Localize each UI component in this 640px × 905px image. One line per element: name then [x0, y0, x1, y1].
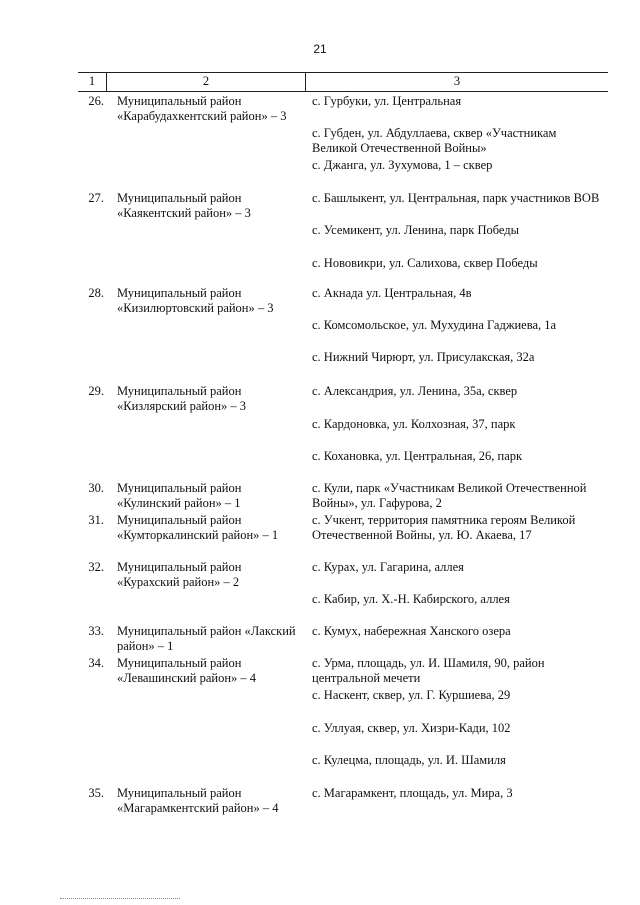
- place-entry: с. Кулецма, площадь, ул. И. Шамиля: [312, 753, 506, 767]
- place-entry: с. Магарамкент, площадь, ул. Мира, 3: [312, 786, 513, 800]
- district-name: Муниципальный район «Кулинский район» – 1: [117, 481, 242, 510]
- place-entry: с. Уллуая, сквер, ул. Хизри-Кади, 102: [312, 721, 511, 735]
- place-entry: с. Кули, парк «Участникам Великой Отечественной Войны», ул. Гафурова, 2: [312, 481, 587, 510]
- place-entry: с. Наскент, сквер, ул. Г. Куршиева, 29: [312, 688, 511, 702]
- place-entry: с. Губден, ул. Абдуллаева, сквер «Участникам Великой Отечественной Войны»: [312, 126, 557, 155]
- place-entry: с. Гурбуки, ул. Центральная: [312, 94, 462, 108]
- row-number: 29.: [88, 384, 104, 398]
- district-name: Муниципальный район «Курахский район» – 2: [117, 560, 242, 589]
- district-name: Муниципальный район «Карабудахкентский район» – 3: [117, 94, 287, 123]
- place-entry: с. Акнада ул. Центральная, 4в: [312, 286, 472, 300]
- district-name: Муниципальный район «Левашинский район» – 4: [117, 656, 257, 685]
- place-entry: с. Курах, ул. Гагарина, аллея: [312, 560, 464, 574]
- district-name: Муниципальный район «Магарамкентский район» – 4: [117, 786, 279, 815]
- row-number: 27.: [88, 191, 104, 205]
- row-number: 31.: [88, 513, 104, 527]
- place-entry: с. Кардоновка, ул. Колхозная, 37, парк: [312, 417, 516, 431]
- district-name: Муниципальный район «Каякентский район» – 3: [117, 191, 251, 220]
- page-number: 21: [313, 42, 327, 56]
- row-number: 26.: [88, 94, 104, 108]
- district-name: Муниципальный район «Лакский район» – 1: [117, 624, 296, 653]
- row-number: 30.: [88, 481, 104, 495]
- place-entry: с. Усемикент, ул. Ленина, парк Победы: [312, 223, 520, 237]
- scan-artifact: [60, 898, 180, 901]
- place-entry: с. Александрия, ул. Ленина, 35а, сквер: [312, 384, 518, 398]
- place-entry: с. Кумух, набережная Ханского озера: [312, 624, 511, 638]
- header-col-3: 3: [453, 74, 461, 88]
- district-name: Муниципальный район «Кизлярский район» – 3: [117, 384, 247, 413]
- place-entry: с. Учкент, территория памятника героям Великой Отечественной Войны, ул. Ю. Акаева, 17: [312, 513, 576, 542]
- place-entry: с. Башлыкент, ул. Центральная, парк участников ВОВ: [312, 191, 600, 205]
- place-entry: с. Урма, площадь, ул. И. Шамиля, 90, район центральной мечети: [312, 656, 545, 685]
- table-header: [78, 72, 608, 92]
- place-entry: с. Нововикри, ул. Салихова, сквер Победы: [312, 256, 538, 270]
- header-col-2: 2: [202, 74, 210, 88]
- district-name: Муниципальный район «Кумторкалинский район» – 1: [117, 513, 279, 542]
- place-entry: с. Кабир, ул. Х.-Н. Кабирского, аллея: [312, 592, 510, 606]
- row-number: 34.: [88, 656, 104, 670]
- district-name: Муниципальный район «Кизилюртовский район» – 3: [117, 286, 274, 315]
- place-entry: с. Кохановка, ул. Центральная, 26, парк: [312, 449, 523, 463]
- row-number: 35.: [88, 786, 104, 800]
- header-col-1: 1: [88, 74, 96, 88]
- place-entry: с. Джанга, ул. Зухумова, 1 – сквер: [312, 158, 493, 172]
- place-entry: с. Комсомольское, ул. Мухудина Гаджиева, 1а: [312, 318, 557, 332]
- districts-table: [78, 72, 608, 815]
- row-number: 32.: [88, 560, 104, 574]
- row-number: 28.: [88, 286, 104, 300]
- place-entry: с. Нижний Чирюрт, ул. Присулакская, 32а: [312, 350, 535, 364]
- row-number: 33.: [88, 624, 104, 638]
